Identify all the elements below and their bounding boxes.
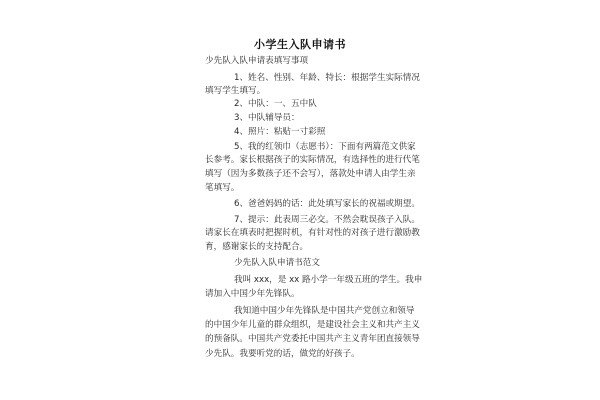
document-title: 小学生入队申请书: [254, 38, 346, 51]
instruction-line-4: 3、中队辅导员：: [234, 113, 300, 123]
instruction-line-12: 请家长在填表时把握时机，有针对性的对孩子进行激励教: [205, 228, 420, 238]
sample-line-4: 的中国少年儿童的群众组织，是建设社会主义和共产主义: [205, 320, 420, 330]
section-heading-sample: 少先队入队申请书范文: [234, 258, 320, 268]
instruction-line-5: 4、照片：粘贴一寸彩照: [234, 127, 326, 137]
instruction-line-8: 填写（因为多数孩子还不会写），落款处申请人由学生亲: [205, 169, 416, 179]
section-heading-instructions: 少先队入队申请表填写事项: [205, 56, 309, 66]
instruction-line-3: 2、中队：一、五中队: [234, 99, 317, 109]
instruction-line-1: 1、姓名、性别、年龄、特长：根据学生实际情况: [234, 73, 420, 83]
sample-line-2: 请加入中国少年先锋队。: [205, 289, 300, 299]
sample-line-6: 少先队。我要听党的话，做党的好孩子。: [205, 349, 360, 359]
sample-line-5: 的预备队。中国共产党委托中国共产主义青年团直接领导: [205, 334, 420, 344]
instruction-line-2: 填写学生填写。: [205, 86, 266, 96]
instruction-line-13: 育，感谢家长的支持配合。: [205, 242, 309, 252]
instruction-line-11: 7、提示：此表周三必交。不然会耽误孩子入队。: [234, 215, 420, 225]
instruction-line-10: 6、爸爸妈妈的话：此处填写家长的祝福或期望。: [234, 199, 420, 209]
instruction-line-9: 笔填写。: [205, 183, 240, 193]
instruction-line-6: 5、我的红领巾（志愿书）：下面有两篇范文供家: [234, 142, 416, 152]
sample-line-3: 我知道中国少年先锋队是中国共产党创立和领导: [234, 306, 415, 316]
sample-line-1: 我叫 xxx，是 xx 路小学一年级五班的学生。我申: [234, 275, 423, 285]
instruction-line-7: 长参考。家长根据孩子的实际情况，有选择性的进行代笔: [205, 155, 420, 165]
